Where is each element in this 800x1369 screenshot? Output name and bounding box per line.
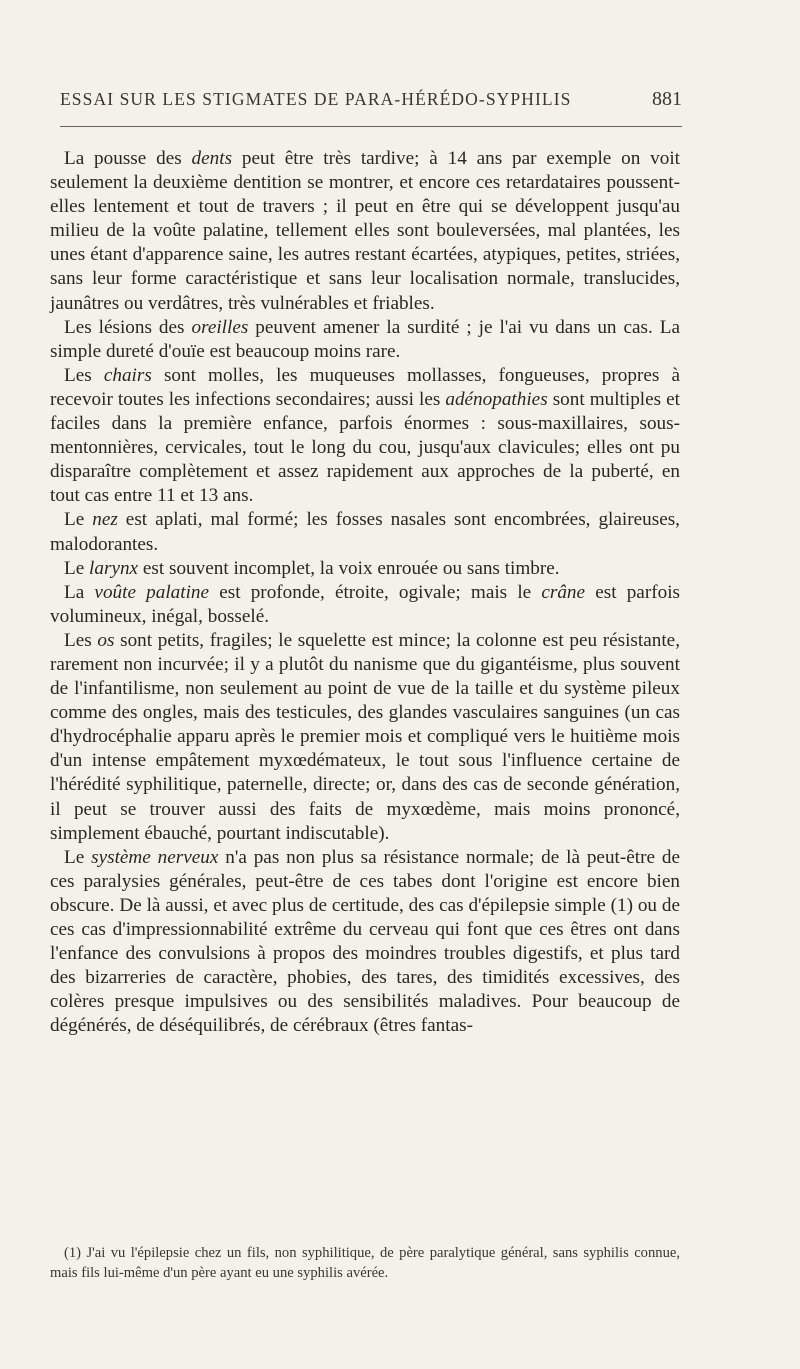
text-run: est souvent incomplet, la voix enrouée ou sans timbre. [138, 557, 560, 579]
emphasis-larynx: larynx [89, 557, 139, 579]
paragraph-os [50, 629, 680, 846]
paragraph-dents [50, 147, 680, 316]
page-number: 881 [652, 88, 682, 110]
footnote [50, 1243, 680, 1283]
text-run: sont molles, les muqueuses mollasses, fongueuses, propres à recevoir toutes les infections secondaires; aussi les [50, 364, 680, 410]
paragraph-voute [50, 581, 680, 629]
text-run: Les [64, 629, 98, 651]
text-run: Le [64, 846, 92, 868]
running-header [60, 88, 682, 111]
emphasis-chairs: chairs [103, 364, 152, 386]
text-run: est profonde, étroite, ogivale; mais le [209, 581, 542, 603]
emphasis-nez: nez [92, 509, 118, 531]
paragraph-nez [50, 508, 680, 556]
paragraph-oreilles [50, 316, 680, 364]
text-run: La pousse des [64, 148, 192, 169]
text-run: peut être très tardive; à 14 ans par exemple on voit seulement la deuxième dentition se montrer, et encore ces retardataires poussent-elles lentement et tout de travers ; il peut en être qui se développent jusqu'au milieu de la voûte palatine, tellement elles sont bouleversées, mal plantées, les unes étant d'apparence saine, les autres restant écartées, atypiques, petites, striées, sans leur forme caractéristique et sans leur localisation normale, translucides, jaunâtres ou verdâtres, très vulnérables et friables. [50, 148, 681, 314]
text-run: Le [64, 557, 90, 579]
text-run: peuvent amener la surdité ; je l'ai vu dans un cas. La simple dureté d'ouïe est beaucoup moins rare. [50, 316, 680, 362]
emphasis-dents: dents [191, 148, 233, 169]
footnote-text: (1) J'ai vu l'épilepsie chez un fils, non syphilitique, de père paralytique général, sans syphilis connue, mais fils lui-même d'un père ayant eu une syphilis avérée. [50, 1245, 680, 1281]
emphasis-adenopathies: adénopathies [445, 388, 548, 410]
emphasis-systeme-nerveux: système nerveux [91, 846, 219, 868]
text-run: sont multiples et faciles dans la première enfance, parfois énormes : sous-maxillaires, sous-mentonnières, cervicales, tout le long du cou, jusqu'aux clavicules; elles ont pu disparaître complètement et assez rapidement aux approches de la puberté, en tout cas entre 11 et 13 ans. [50, 388, 680, 507]
text-run: Les [64, 364, 104, 386]
emphasis-oreilles: oreilles [191, 316, 249, 338]
text-run: La [64, 581, 95, 603]
emphasis-voute-palatine: voûte palatine [94, 581, 210, 603]
paragraph-chairs [50, 364, 680, 509]
emphasis-os: os [97, 629, 115, 651]
header-rule [60, 126, 682, 127]
body-text [50, 147, 680, 1038]
text-run: est parfois volumineux, inégal, bosselé. [50, 581, 680, 627]
emphasis-crane: crâne [541, 581, 586, 603]
text-run: Les lésions des [64, 316, 192, 338]
text-run: sont petits, fragiles; le squelette est mince; la colonne est peu résistante, rarement non incurvée; il y a plutôt du nanisme que du gigantéisme, plus souvent de l'infantilisme, non seulement au point de vue de la taille et du système pileux comme des ongles, mais des testicules, des glandes vasculaires sanguines (un cas d'hydrocéphalie apparu après le premier mois et compliqué vers le huitième mois d'un intense empâtement myxœdémateux, le tout sous l'influence certaine de l'hérédité syphilitique, paternelle, directe; or, dans des cas de seconde génération, il peut se trouver aussi des faits de myxœdème, mais moins prononcé, simplement ébauché, pourtant indiscutable). [50, 629, 680, 844]
text-run: est aplati, mal formé; les fosses nasales sont encombrées, glaireuses, malodorantes. [50, 509, 680, 555]
text-run: Le [64, 509, 93, 531]
running-title: ESSAI SUR LES STIGMATES DE PARA-HÉRÉDO-SYPHILIS [60, 89, 572, 109]
text-run: n'a pas non plus sa résistance normale; de là peut-être de ces paralysies générales, peut-être de ces tabes dont l'origine est encore bien obscure. De là aussi, et avec plus de certitude, des cas d'épilepsie simple (1) ou de ces cas d'impressionnabilité extrême du cerveau qui font que ces êtres ont dans l'enfance des convulsions à propos des moindres troubles digestifs, et plus tard des bizarreries de caractère, phobies, des tares, des timidités excessives, des colères presque impulsives ou des sensibilités maladives. Pour beaucoup de dégénérés, de déséquilibrés, de cérébraux (êtres fantas- [50, 846, 680, 1037]
paragraph-systeme-nerveux [50, 846, 680, 1039]
paragraph-larynx [50, 557, 680, 581]
